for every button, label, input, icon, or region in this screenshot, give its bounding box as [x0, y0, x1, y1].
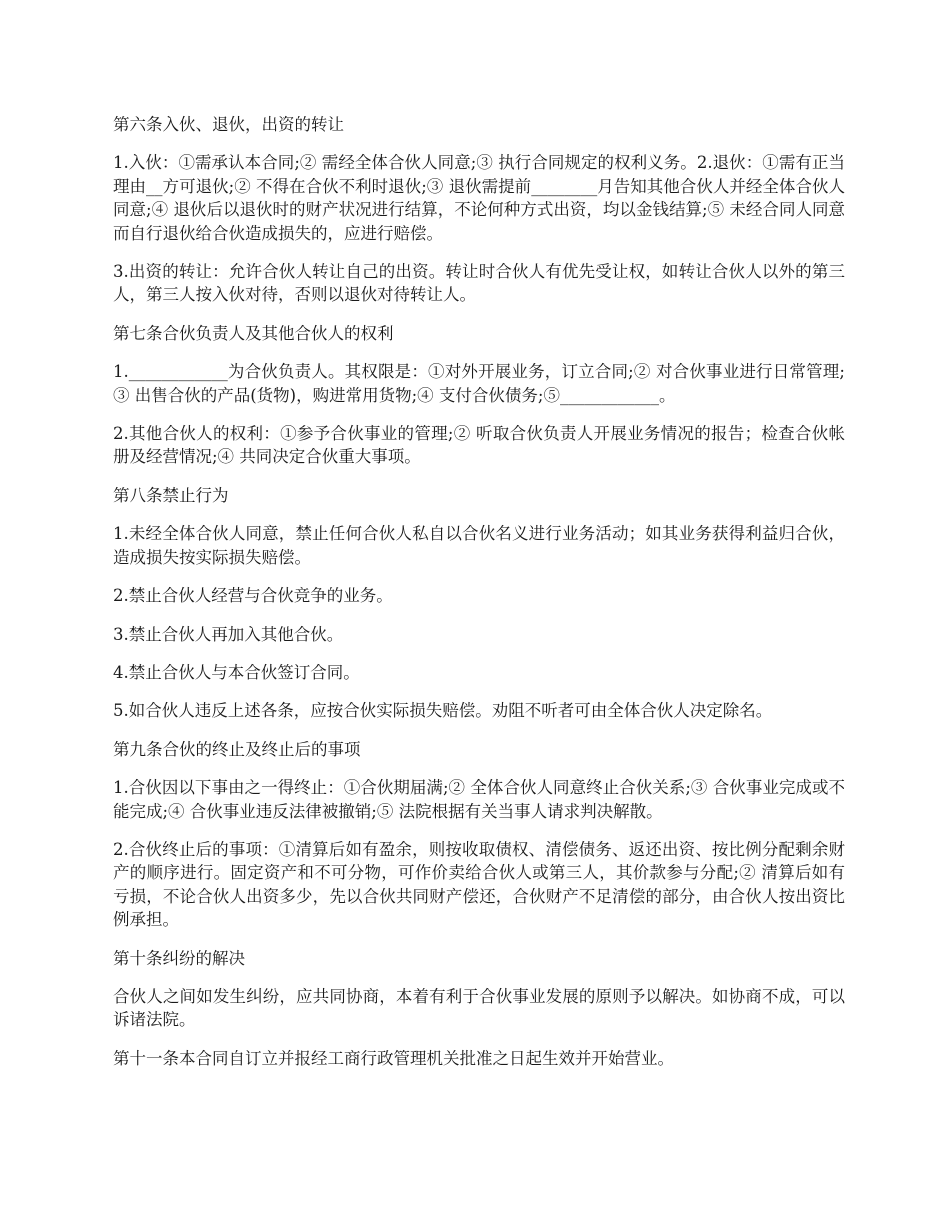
- paragraph-other-partner-rights: 2.其他合伙人的权利：①参予合伙事业的管理;② 听取合伙负责人开展业务情况的报告；检查合伙帐册及经营情况;④ 共同决定合伙重大事项。: [113, 424, 845, 467]
- section-heading-9: 第九条合伙的终止及终止后的事项: [113, 739, 361, 759]
- paragraph-dispute-resolution: 合伙人之间如发生纠纷，应共同协商，本着有利于合伙事业发展的原则予以解决。如协商不成，可以诉诸法院。: [113, 986, 845, 1030]
- paragraph-prohibition-3: 3.禁止合伙人再加入其他合伙。: [113, 624, 344, 644]
- section-heading-6: 第六条入伙、退伙，出资的转让: [113, 115, 344, 134]
- section-heading-10: 第十条纠纷的解决: [113, 948, 245, 968]
- paragraph-prohibition-5: 5.如合伙人违反上述各条，应按合伙实际损失赔偿。劝阻不听者可由全体合伙人决定除名。: [113, 701, 773, 721]
- paragraph-prohibition-2: 2.禁止合伙人经营与合伙竞争的业务。: [113, 586, 393, 606]
- paragraph-post-termination: 2.合伙终止后的事项：①清算后如有盈余，则按收取债权、清偿债务、返还出资、按比例分配剩余财产的顺序进行。固定资产和不可分物，可作价卖给合伙人或第三人，其价款参与分配;② 清算后如有亏损，不论合伙人出资多少，先以合伙共同财产偿还，合伙财产不足清偿的部分，由合伙人按出资比例承担。: [113, 839, 845, 930]
- paragraph-prohibition-4: 4.禁止合伙人与本合伙签订合同。: [113, 662, 360, 682]
- section-heading-7: 第七条合伙负责人及其他合伙人的权利: [113, 323, 394, 343]
- section-heading-8: 第八条禁止行为: [113, 485, 229, 505]
- paragraph-termination-causes: 1.合伙因以下事由之一得终止：①合伙期届满;② 全体合伙人同意终止合伙关系;③ 合伙事业完成或不能完成;④ 合伙事业违反法律被撤销;⑤ 法院根据有关当事人请求判决解散。: [113, 778, 845, 821]
- paragraph-prohibition-1: 1.未经全体合伙人同意，禁止任何合伙人私自以合伙名义进行业务活动；如其业务获得利益归合伙，造成损失按实际损失赔偿。: [113, 524, 845, 567]
- paragraph-capital-transfer: 3.出资的转让：允许合伙人转让自己的出资。转让时合伙人有优先受让权，如转让合伙人以外的第三人，第三人按入伙对待，否则以退伙对待转让人。: [113, 262, 845, 305]
- paragraph-article-11: 第十一条本合同自订立并报经工商行政管理机关批准之日起生效并开始营业。: [113, 1048, 674, 1068]
- paragraph-partnership-manager: 1.____________为合伙负责人。其权限是：①对外开展业务，订立合同;② 对合伙事业进行日常管理;③ 出售合伙的产品(货物)，购进常用货物;④ 支付合伙债务;⑤____________。: [113, 362, 845, 405]
- document-page: [113, 113, 845, 1085]
- paragraph-admission-withdrawal: 1.入伙：①需承认本合同;② 需经全体合伙人同意;③ 执行合同规定的权利义务。2.退伙：①需有正当理由__方可退伙;② 不得在合伙不利时退伙;③ 退伙需提前________月告知其他合伙人并经全体合伙人同意;④ 退伙后以退伙时的财产状况进行结算，不论何种方式出资，均以金钱结算;⑤ 未经合同人同意而自行退伙给合伙造成损失的，应进行赔偿。: [113, 153, 845, 243]
